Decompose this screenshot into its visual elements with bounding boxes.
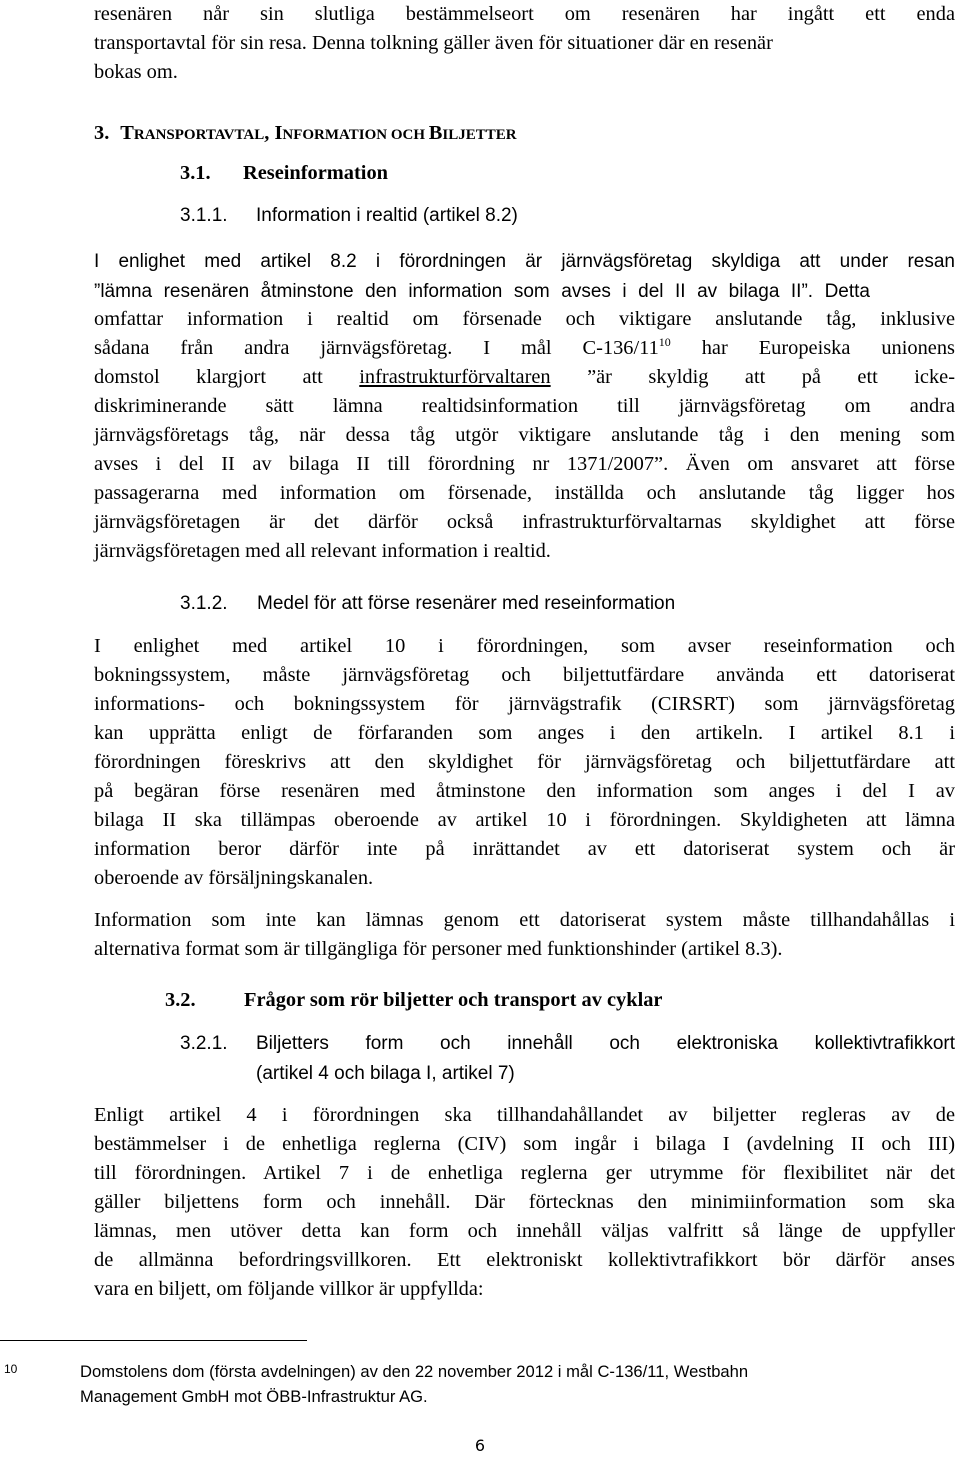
text-line: järnvägsföretagen med all relevant information i realtid. [94,540,551,562]
text-line: kan upprätta enligt de förfaranden som anges i den artikeln. I artikel 8.1 i [94,722,955,744]
footnote-line: Management GmbH mot ÖBB-Infrastruktur AG. [80,1387,428,1406]
text-line: på begäran förse resenären med åtminstone den information som anges i del I av [94,780,955,802]
text-line: järnvägsföretags tåg, när dessa tåg utgör viktigare anslutande tåg i den mening som [94,424,955,446]
text-line: passagerarna med information om försenade, inställda och anslutande tåg ligger hos [94,482,955,504]
text-line: Enligt artikel 4 i förordningen ska tillhandahållandet av biljetter regleras av de [94,1104,955,1126]
footnote-number: 10 [4,1362,18,1376]
footnote-line: Domstolens dom (första avdelningen) av den 22 november 2012 i mål C-136/11, Westbahn [80,1362,749,1381]
section-3-2-heading [165,989,663,1012]
section-3-2-1-title-line2: (artikel 4 och bilaga I, artikel 7) [256,1063,515,1084]
text-line: domstol klargjort att infrastrukturförvaltaren ”är skyldig att på ett icke- [94,366,955,388]
section-3-heading [94,122,517,145]
text-line: bokas om. [94,61,178,83]
text-line: diskriminerande sätt lämna realtidsinformation till järnvägsföretag om andra [94,395,955,417]
text-line: I enlighet med artikel 8.2 i förordningen är järnvägsföretag skyldiga att under resan [94,251,955,272]
text-line: transportavtal för sin resa. Denna tolkning gäller även för situationer där en resenär [94,32,773,54]
text-line: bestämmelser i de enhetliga reglerna (CIV) som ingår i bilaga I (avdelning II och III) [94,1133,955,1155]
text-line: alternativa format som är tillgängliga för personer med funktionshinder (artikel 8.3). [94,938,783,960]
section-3-1-1-number: 3.1.1. [180,205,228,226]
text-line: vara en biljett, om följande villkor är uppfyllda: [94,1278,484,1300]
text-line: bokningssystem, måste järnvägsföretag och biljettutfärdare använda ett datoriserat [94,664,955,686]
section-3-2-1-title-line1: Biljetters form och innehåll och elektroniska kollektivtrafikkort [256,1033,955,1054]
text-line: de allmänna befordringsvillkoren. Ett elektroniskt kollektivtrafikkort bör därför anses [94,1249,955,1271]
section-3-number: 3. [94,122,110,144]
section-3-2-number: 3.2. [165,989,196,1011]
section-3-1-2-number: 3.1.2. [180,593,228,614]
text-line: information beror därför inte på inrättandet av ett datoriserat system och är [94,838,955,860]
section-3-1-title: Reseinformation [243,162,388,184]
section-3-2-1-number: 3.2.1. [180,1033,228,1054]
page-number: 6 [474,1436,486,1455]
text-line: omfattar information i realtid om försenade och viktigare anslutande tåg, inklusive [94,308,955,330]
text-line: järnvägsföretagen är det därför också infrastrukturförvaltarnas skyldighet att förse [94,511,955,533]
text-line: informations- och bokningssystem för järnvägstrafik (CIRSRT) som järnvägsföretag [94,693,955,715]
section-3-1-2-title: Medel för att förse resenärer med reseinformation [257,593,676,614]
text-line: förordningen föreskrivs att den skyldighet för järnvägsföretag och biljettutfärdare att [94,751,955,773]
section-3-2-title: Frågor som rör biljetter och transport av cyklar [244,989,663,1011]
text-line: lämnas, men utöver detta kan form och innehåll väljas valfritt så länge de uppfyller [94,1220,955,1242]
text-line: resenären når sin slutliga bestämmelseort om resenären har ingått ett enda [94,3,955,25]
text-line: I enlighet med artikel 10 i förordningen, som avser reseinformation och [94,635,955,657]
section-3-1-1-heading [180,205,518,227]
text-line: till förordningen. Artikel 7 i de enhetliga reglerna ger utrymme för flexibilitet när det [94,1162,955,1184]
section-3-1-1-title: Information i realtid (artikel 8.2) [256,205,518,226]
text-line: gäller biljettens form och innehåll. Där förtecknas den minimiinformation som ska [94,1191,955,1213]
text-line: sådana från andra järnvägsföretag. I mål $C-136/11^{10}$ har Europeiska unionens [94,335,955,359]
section-3-1-heading [180,162,388,185]
section-3-1-2-heading [180,593,675,615]
text-line: bilaga II ska tillämpas oberoende av artikel 10 i förordningen. Skyldigheten att lämna [94,809,955,831]
text-line: oberoende av försäljningskanalen. [94,867,374,889]
text-line: ”lämna resenären åtminstone den information som avses i del II av bilaga II”. Detta [94,281,870,302]
underlined-term: infrastrukturförvaltaren [359,366,551,388]
section-3-1-number: 3.1. [180,162,211,184]
footnote-separator [0,1340,307,1341]
section-3-title: TRANSPORTAVTAL, INFORMATION OCH BILJETTER [120,122,517,144]
footnote-reference[interactable]: 10 [658,335,671,350]
text-line: avses i del II av bilaga II till förordning nr 1371/2007”. Även om ansvaret att förse [94,453,955,475]
text-line: Information som inte kan lämnas genom ett datoriserat system måste tillhandahållas i [94,909,955,931]
